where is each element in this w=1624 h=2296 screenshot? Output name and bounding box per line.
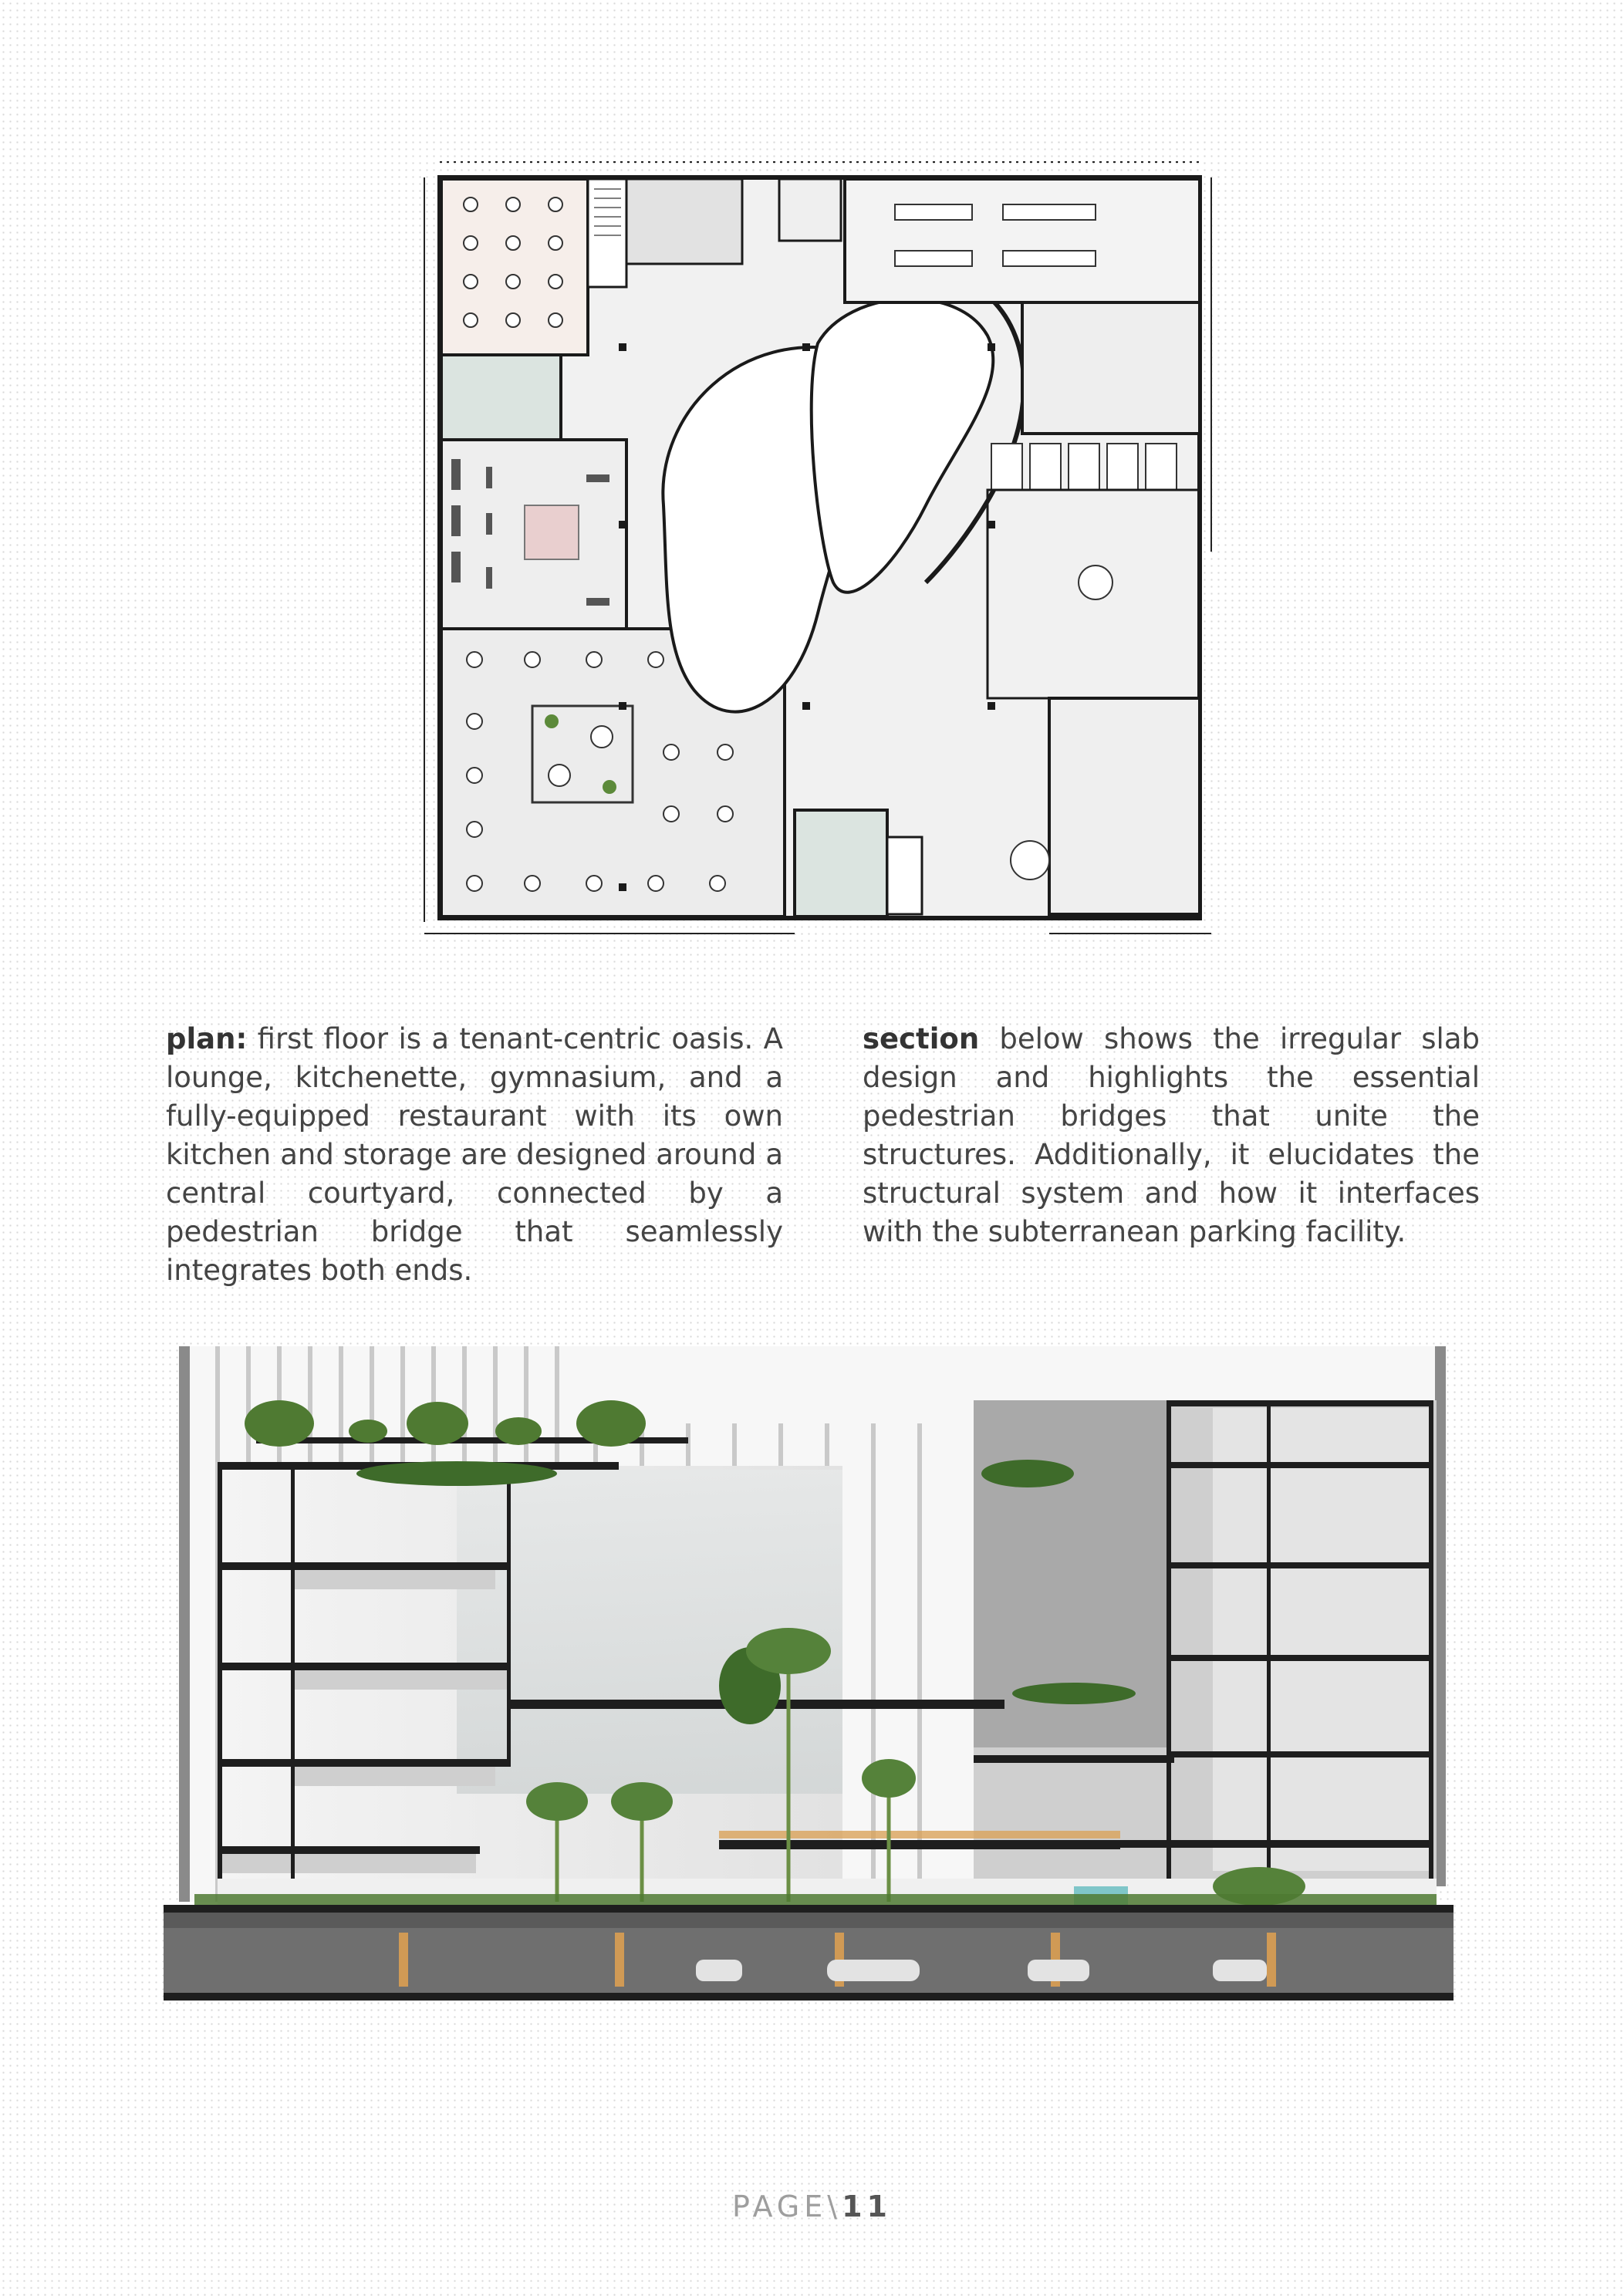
plan-kitchenette (779, 179, 841, 241)
section-bridge-railing (719, 1831, 1120, 1838)
section-right-edge-wall (1435, 1346, 1446, 1886)
plan-meeting-table (1079, 566, 1112, 599)
section-ground-hedge (194, 1894, 1437, 1905)
section-parking-ceiling (164, 1913, 1453, 1928)
plan-storage-bays (991, 444, 1177, 490)
plan-description-lead: plan: (166, 1022, 248, 1055)
plan-stair-south (887, 837, 922, 914)
plan-description-body: first floor is a tenant-centric oasis. A lounge, kitchenette, gymnasium, and a fully-equipped restaurant with its own kitchen and storage are designed around a central courtyard, connected by a pedestrian bridge that seamlessly integrates both ends. (166, 1022, 783, 1287)
page-number-separator: \ (827, 2190, 842, 2223)
floor-plan-drawing (417, 150, 1219, 949)
plan-restroom-south (795, 810, 887, 917)
plan-description (166, 1020, 783, 1290)
section-description-lead: section (863, 1022, 980, 1055)
plan-restroom-west (441, 355, 561, 440)
plan-round-table-south (1011, 841, 1049, 880)
section-right-floors (1213, 1408, 1429, 1871)
section-description (863, 1020, 1480, 1251)
section-description-body: below shows the irregular slab design and highlights the essential pedestrian bridges that unite the structures. Additionally, it elucidates the structural system and how it interfaces with the subterranean parking facility. (863, 1022, 1480, 1248)
plan-gym-mat (525, 505, 579, 559)
plan-office-east (1022, 302, 1200, 434)
section-bridge-lower (719, 1840, 1120, 1849)
building-section-drawing (164, 1346, 1453, 2001)
plan-kitchen (845, 179, 1200, 302)
section-left-edge-wall (179, 1346, 190, 1902)
page-number-value: 11 (842, 2190, 892, 2223)
plan-stair-nw (588, 179, 626, 287)
page-number-label: PAGE (732, 2190, 828, 2223)
plan-storage-southeast (1049, 698, 1200, 914)
section-basement-slab (164, 1993, 1453, 2001)
page-number (0, 2190, 1624, 2223)
section-ground-slab (164, 1905, 1453, 1913)
plan-core-north (626, 179, 742, 264)
